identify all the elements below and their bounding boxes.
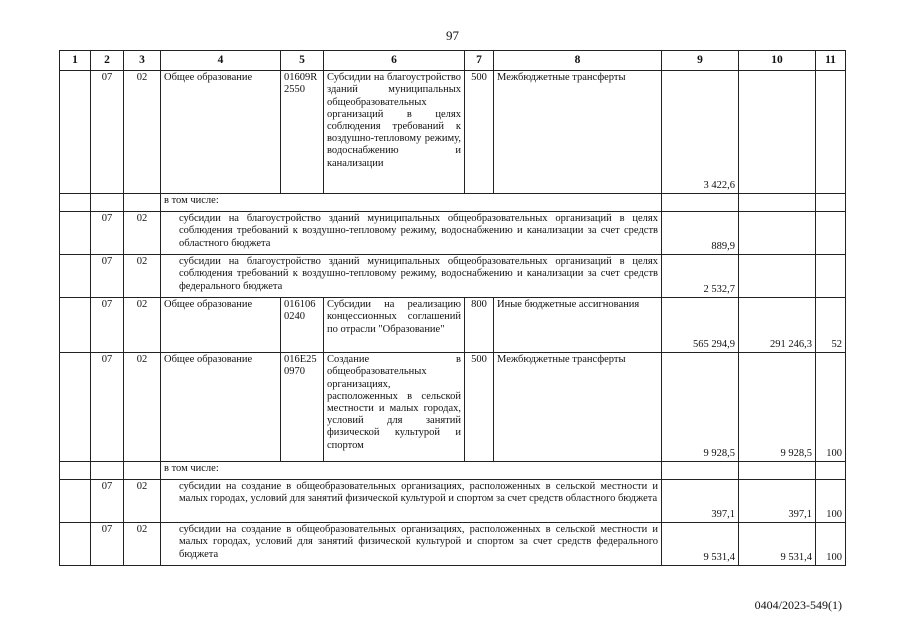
cell-subsection: 02 — [124, 480, 161, 523]
cell-amount-actual — [739, 212, 816, 255]
cell-subsection: 02 — [124, 71, 161, 194]
cell-section: 07 — [91, 353, 124, 462]
cell-subsection: 02 — [124, 255, 161, 298]
cell-percent: 100 — [816, 523, 846, 566]
cell-amount-planned: 9 531,4 — [662, 523, 739, 566]
document-code: 0404/2023-549(1) — [754, 598, 842, 612]
cell-target-code: 016106 0240 — [281, 298, 324, 353]
cell-amount-planned: 9 928,5 — [662, 353, 739, 462]
cell-percent — [816, 71, 846, 194]
column-header: 1 — [60, 51, 91, 71]
cell-sub-description: субсидии на благоустройство зданий муниципальных общеобразовательных организаций в целях соблюдения требований к воздушно-тепловому режиму, водоснабжению и канализации за счет средств областного бюджета — [161, 212, 662, 255]
column-header: 9 — [662, 51, 739, 71]
cell-name: Общее образование — [161, 353, 281, 462]
cell-percent — [816, 255, 846, 298]
column-header: 3 — [124, 51, 161, 71]
cell-amount-actual: 397,1 — [739, 480, 816, 523]
cell-sub-description: субсидии на создание в общеобразовательных организациях, расположенных в сельской местности и малых городах, условий для занятий физической культурой и спортом за счет средств федерального бюджета — [161, 523, 662, 566]
cell-percent: 100 — [816, 353, 846, 462]
cell-note: в том числе: — [161, 194, 662, 212]
cell-amount-actual — [739, 255, 816, 298]
table-row — [60, 298, 846, 353]
cell-section: 07 — [91, 255, 124, 298]
cell-section: 07 — [91, 480, 124, 523]
cell-sub-description: субсидии на благоустройство зданий муниципальных общеобразовательных организаций в целях соблюдения требований к воздушно-тепловому режиму, водоснабжению и канализации за счет средств федерального бюджета — [161, 255, 662, 298]
cell-section: 07 — [91, 523, 124, 566]
cell-subsection: 02 — [124, 523, 161, 566]
column-header: 11 — [816, 51, 846, 71]
budget-table — [59, 50, 846, 566]
cell-section: 07 — [91, 71, 124, 194]
cell-subsection: 02 — [124, 212, 161, 255]
cell-amount-actual: 9 928,5 — [739, 353, 816, 462]
table-row — [60, 523, 846, 566]
cell-expense-type: 500 — [465, 71, 494, 194]
cell-description: Субсидии на реализацию концессионных соглашений по отрасли "Образование" — [324, 298, 465, 353]
table-row — [60, 194, 846, 212]
cell-expense-type: 800 — [465, 298, 494, 353]
cell-target-code: 01609R 2550 — [281, 71, 324, 194]
column-header: 8 — [494, 51, 662, 71]
page-number: 97 — [446, 28, 459, 43]
table-row — [60, 462, 846, 480]
cell-target-code: 016E25 0970 — [281, 353, 324, 462]
cell-section: 07 — [91, 212, 124, 255]
cell-amount-planned: 397,1 — [662, 480, 739, 523]
cell-percent: 100 — [816, 480, 846, 523]
cell-amount-planned: 2 532,7 — [662, 255, 739, 298]
cell-amount-planned: 3 422,6 — [662, 71, 739, 194]
cell-expense-type: 500 — [465, 353, 494, 462]
cell-expense-name: Межбюджетные трансферты — [494, 71, 662, 194]
cell-subsection: 02 — [124, 353, 161, 462]
cell-name: Общее образование — [161, 71, 281, 194]
column-header: 2 — [91, 51, 124, 71]
table-header-row — [60, 51, 846, 71]
cell-amount-actual: 9 531,4 — [739, 523, 816, 566]
column-header: 10 — [739, 51, 816, 71]
cell-amount-planned: 889,9 — [662, 212, 739, 255]
cell-expense-name: Межбюджетные трансферты — [494, 353, 662, 462]
cell-percent: 52 — [816, 298, 846, 353]
cell-section: 07 — [91, 298, 124, 353]
column-header: 4 — [161, 51, 281, 71]
cell-empty — [60, 71, 91, 194]
cell-amount-actual — [739, 71, 816, 194]
column-header: 7 — [465, 51, 494, 71]
cell-description: Субсидии на благоустройство зданий муниципальных общеобразовательных организаций в целях соблюдения требований к воздушно-тепловому режиму, водоснабжению и канализации — [324, 71, 465, 194]
cell-expense-name: Иные бюджетные ассигнования — [494, 298, 662, 353]
cell-percent — [816, 212, 846, 255]
table-row — [60, 255, 846, 298]
cell-subsection: 02 — [124, 298, 161, 353]
table-row — [60, 480, 846, 523]
cell-amount-planned: 565 294,9 — [662, 298, 739, 353]
cell-name: Общее образование — [161, 298, 281, 353]
column-header: 5 — [281, 51, 324, 71]
table-row — [60, 212, 846, 255]
cell-sub-description: субсидии на создание в общеобразовательных организациях, расположенных в сельской местности и малых городах, условий для занятий физической культурой и спортом за счет средств областного бюджета — [161, 480, 662, 523]
table-row — [60, 353, 846, 462]
cell-amount-actual: 291 246,3 — [739, 298, 816, 353]
cell-note: в том числе: — [161, 462, 662, 480]
column-header: 6 — [324, 51, 465, 71]
table-row — [60, 71, 846, 194]
cell-description: Создание в общеобразовательных организациях, расположенных в сельской местности и малых городах, условий для занятий физической культурой и спортом — [324, 353, 465, 462]
